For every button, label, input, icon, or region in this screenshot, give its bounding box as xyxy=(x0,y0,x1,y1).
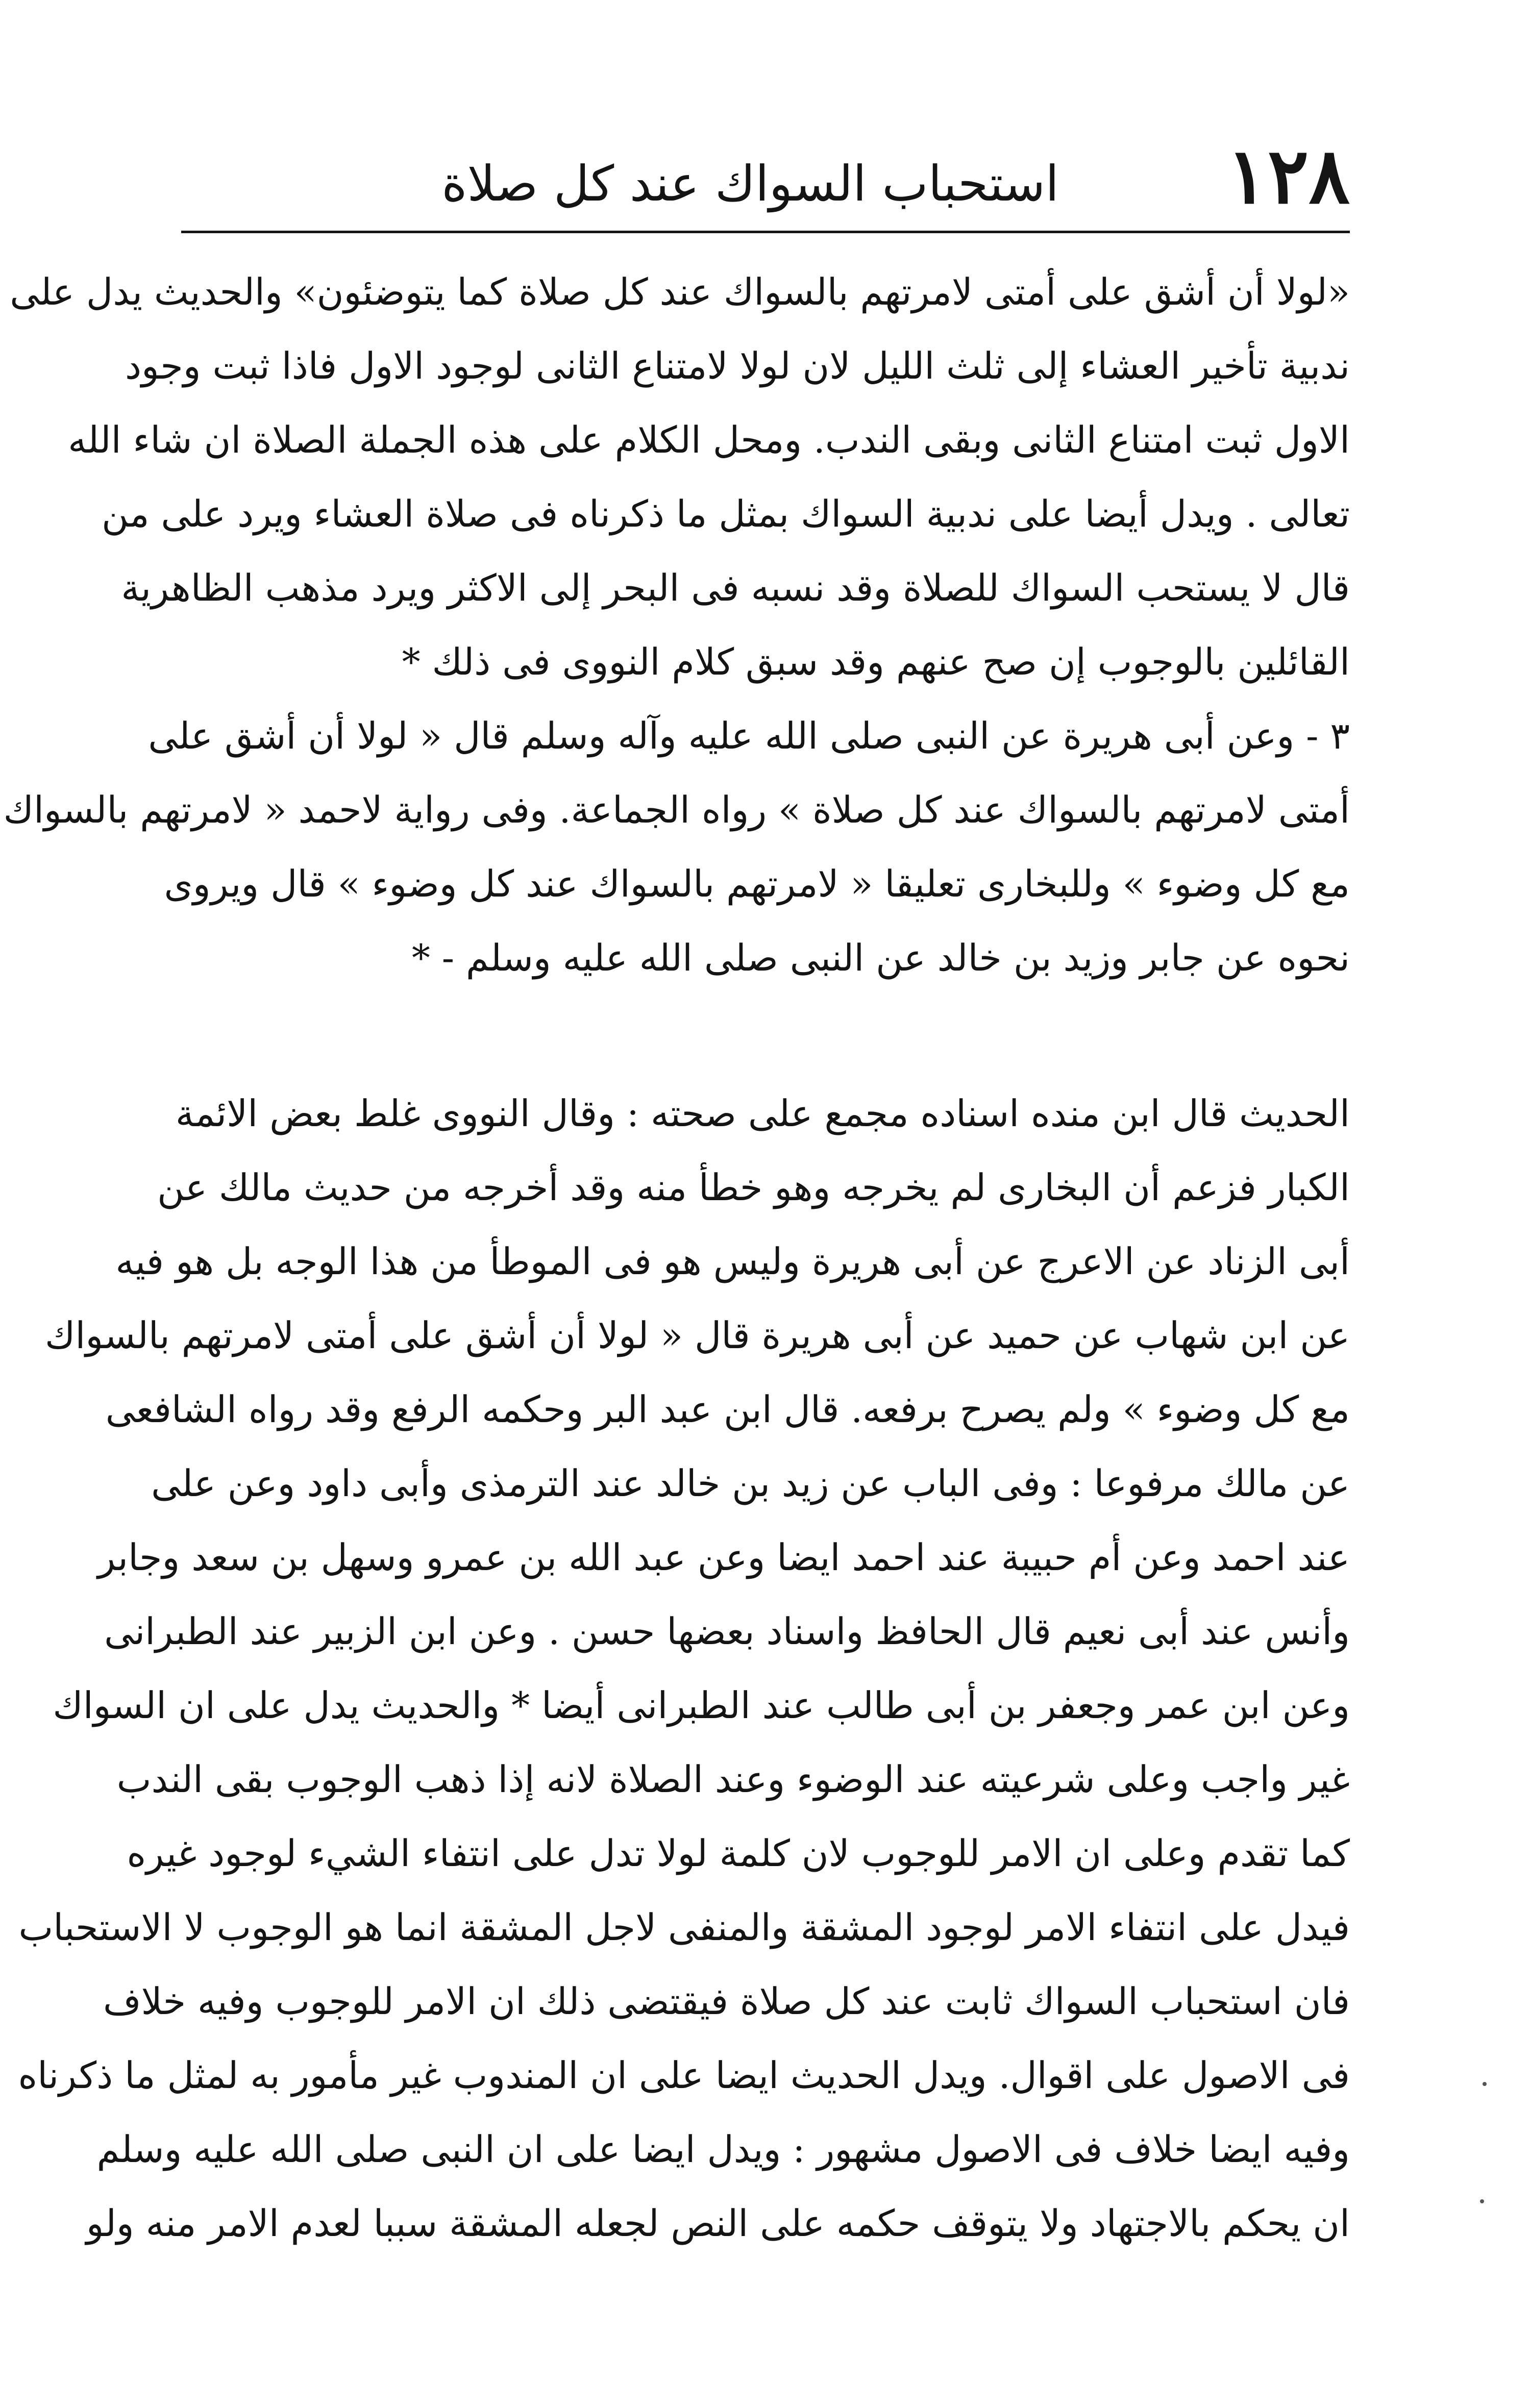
commentary-line: فان استحباب السواك ثابت عند كل صلاة فيقتضى ذلك ان الامر للوجوب وفيه خلاف xyxy=(103,1980,1350,2023)
text-line: الاول ثبت امتناع الثانى وبقى الندب. ومحل الكلام على هذه الجملة الصلاة ان شاء الله xyxy=(68,418,1350,461)
hadith-line: نحوه عن جابر وزيد بن خالد عن النبى صلى الله عليه وسلم - * xyxy=(411,936,1350,979)
commentary-line: فى الاصول على اقوال. ويدل الحديث ايضا على ان المندوب غير مأمور به لمثل ما ذكرناه xyxy=(18,2054,1350,2097)
body-text xyxy=(3,255,1350,2261)
commentary-line: كما تقدم وعلى ان الامر للوجوب لان كلمة لولا تدل على انتفاء الشيء لوجود غيره xyxy=(127,1832,1350,1875)
scan-speck xyxy=(1483,2082,1487,2086)
commentary-line: مع كل وضوء » ولم يصرح برفعه. قال ابن عبد البر وحكمه الرفع وقد رواه الشافعى xyxy=(105,1388,1350,1431)
page-header xyxy=(181,128,1350,230)
commentary-line: وعن ابن عمر وجعفر بن أبى طالب عند الطبرانى أيضا * والحديث يدل على ان السواك xyxy=(53,1684,1350,1727)
commentary-line: ان يحكم بالاجتهاد ولا يتوقف حكمه على النص لجعله المشقة سببا لعدم الامر منه ولو xyxy=(86,2202,1350,2245)
header-rule xyxy=(181,231,1350,233)
text-line: تعالى . ويدل أيضا على ندبية السواك بمثل ما ذكرناه فى صلاة العشاء ويرد على من xyxy=(102,492,1350,535)
running-title: استحباب السواك عند كل صلاة xyxy=(441,155,1059,212)
commentary-line: الحديث قال ابن منده اسناده مجمع على صحته : وقال النووى غلط بعض الائمة xyxy=(175,1092,1350,1135)
commentary-line: وأنس عند أبى نعيم قال الحافظ واسناد بعضها حسن . وعن ابن الزبير عند الطبرانى xyxy=(104,1610,1350,1653)
commentary-line: عند احمد وعن أم حبيبة عند احمد ايضا وعن عبد الله بن عمرو وسهل بن سعد وجابر xyxy=(97,1536,1350,1579)
hadith-line: أمتى لامرتهم بالسواك عند كل صلاة » رواه الجماعة. وفى رواية لاحمد « لامرتهم بالسواك xyxy=(3,788,1350,831)
text-line: قال لا يستحب السواك للصلاة وقد نسبه فى البحر إلى الاكثر ويرد مذهب الظاهرية xyxy=(121,566,1350,609)
commentary-line: أبى الزناد عن الاعرج عن أبى هريرة وليس هو فى الموطأ من هذا الوجه بل هو فيه xyxy=(115,1240,1350,1283)
scan-speck xyxy=(1480,2199,1484,2203)
commentary-line: عن ابن شهاب عن حميد عن أبى هريرة قال « لولا أن أشق على أمتى لامرتهم بالسواك xyxy=(45,1314,1350,1357)
hadith-line: ٣ - وعن أبى هريرة عن النبى صلى الله عليه وآله وسلم قال « لولا أن أشق على xyxy=(148,714,1350,757)
commentary-line: الكبار فزعم أن البخارى لم يخرجه وهو خطأ منه وقد أخرجه من حديث مالك عن xyxy=(157,1166,1350,1209)
text-line: القائلين بالوجوب إن صح عنهم وقد سبق كلام النووى فى ذلك * xyxy=(402,640,1350,683)
commentary-line: غير واجب وعلى شرعيته عند الوضوء وعند الصلاة لانه إذا ذهب الوجوب بقى الندب xyxy=(116,1758,1350,1801)
paragraph-gap xyxy=(181,995,1350,1077)
hadith-line: مع كل وضوء » وللبخارى تعليقا « لامرتهم بالسواك عند كل وضوء » قال ويروى xyxy=(164,862,1350,905)
text-line: ندبية تأخير العشاء إلى ثلث الليل لان لولا لامتناع الثانى لوجود الاول فاذا ثبت وجود xyxy=(125,344,1350,387)
commentary-line: وفيه ايضا خلاف فى الاصول مشهور : ويدل ايضا على ان النبى صلى الله عليه وسلم xyxy=(96,2128,1350,2171)
text-line: «لولا أن أشق على أمتى لامرتهم بالسواك عند كل صلاة كما يتوضئون» والحديث يدل على xyxy=(10,270,1350,313)
commentary-line: فيدل على انتفاء الامر لوجود المشقة والمنفى لاجل المشقة انما هو الوجوب لا الاستحباب xyxy=(18,1906,1350,1949)
page-number: ١٢٨ xyxy=(1226,131,1350,221)
commentary-line: عن مالك مرفوعا : وفى الباب عن زيد بن خالد عند الترمذى وأبى داود وعن على xyxy=(151,1462,1350,1505)
